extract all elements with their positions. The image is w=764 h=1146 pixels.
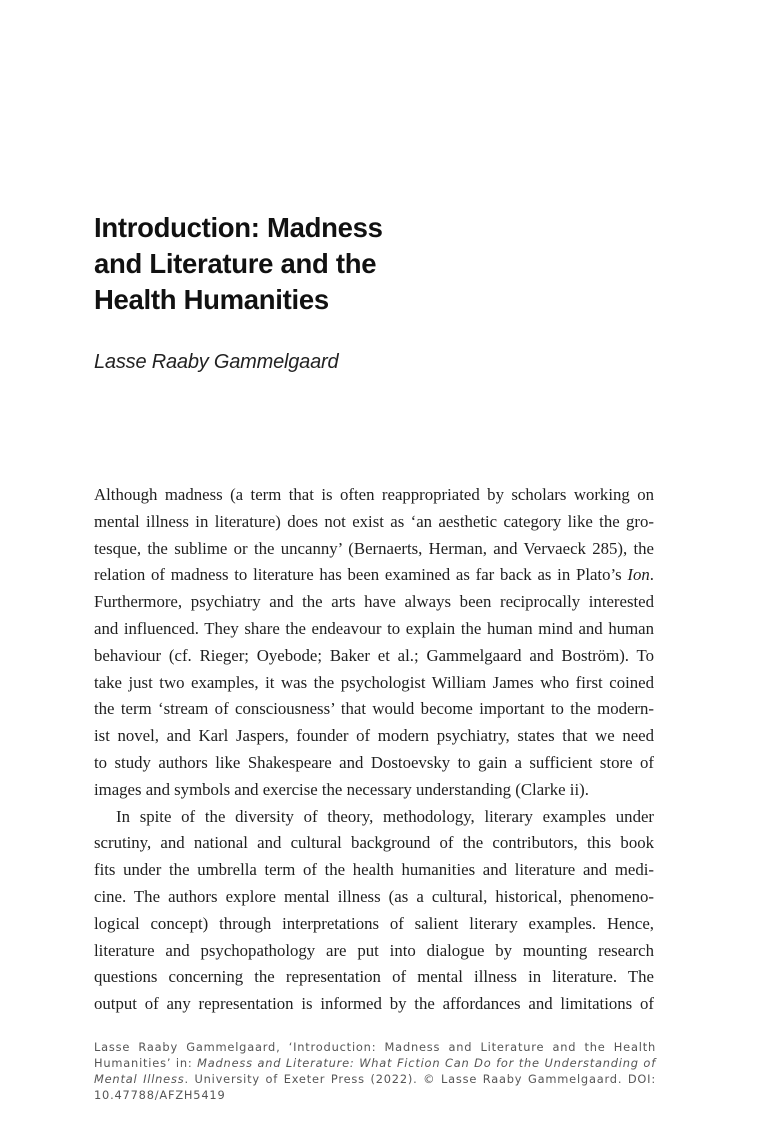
chapter-title xyxy=(94,210,514,318)
chapter-title-line: Health Humanities xyxy=(94,284,329,315)
text-line: and influenced. They share the endeavour to explain the human mind and human xyxy=(94,618,654,638)
paragraph-1 xyxy=(94,482,654,804)
text-line: take just two examples, it was the psychologist William James who first coined xyxy=(94,672,654,692)
text-fragment: . University of Exeter Press (2022). © Lasse Raaby Gammelgaard. DOI: xyxy=(184,1072,656,1086)
body-text xyxy=(94,482,654,1018)
text-line: mental illness in literature) does not exist as ‘an aesthetic category like the gro- xyxy=(94,511,654,531)
text-line: scrutiny, and national and cultural background of the contributors, this book xyxy=(94,833,654,853)
text-fragment: Humanities’ in: xyxy=(94,1056,198,1070)
footer-line xyxy=(94,1055,656,1071)
doi: 10.47788/AFZH5419 xyxy=(94,1088,226,1102)
footer-line: Lasse Raaby Gammelgaard, ‘Introduction: Madness and Literature and the Health xyxy=(94,1040,656,1054)
citation-footer xyxy=(94,1039,656,1103)
text-line: Furthermore, psychiatry and the arts have always been reciprocally interested xyxy=(94,592,654,612)
chapter-title-line: Introduction: Madness xyxy=(94,212,383,243)
work-title-ion: Ion xyxy=(627,565,650,585)
text-line: images and symbols and exercise the necessary understanding (Clarke ii). xyxy=(94,779,589,799)
chapter-author: Lasse Raaby Gammelgaard xyxy=(94,351,339,373)
text-fragment: relation of madness to literature has been examined as far back as in Plato’s xyxy=(94,565,628,585)
text-line: output of any representation is informed by the affordances and limitations of xyxy=(94,994,654,1014)
text-line: cine. The authors explore mental illness (as a cultural, historical, phenomeno- xyxy=(94,886,654,906)
chapter-title-line: and Literature and the xyxy=(94,248,377,279)
text-line: logical concept) through interpretations of salient literary examples. Hence, xyxy=(94,913,654,933)
text-line: ist novel, and Karl Jaspers, founder of modern psychiatry, states that we need xyxy=(94,726,654,746)
text-line: to study authors like Shakespeare and Dostoevsky to gain a sufficient store of xyxy=(94,752,654,772)
book-title-fragment: Mental Illness xyxy=(94,1072,185,1086)
text-line: questions concerning the representation of mental illness in literature. The xyxy=(94,967,654,987)
text-line: behaviour (cf. Rieger; Oyebode; Baker et al.; Gammelgaard and Boström). To xyxy=(94,645,654,665)
text-line: fits under the umbrella term of the health humanities and literature and medi- xyxy=(94,860,654,880)
footer-line xyxy=(94,1071,656,1087)
text-line: Although madness (a term that is often reappropriated by scholars working on xyxy=(94,485,654,504)
text-line: In spite of the diversity of theory, methodology, literary examples under xyxy=(116,806,654,826)
paragraph-2 xyxy=(94,804,654,1018)
text-fragment: . xyxy=(649,565,654,585)
text-line: tesque, the sublime or the uncanny’ (Bernaerts, Herman, and Vervaeck 285), the xyxy=(94,538,654,558)
text-line: the term ‘stream of consciousness’ that would become important to the modern- xyxy=(94,699,654,719)
text-line xyxy=(94,562,654,589)
text-line: literature and psychopathology are put into dialogue by mounting research xyxy=(94,940,654,960)
book-title-fragment: Madness and Literature: What Fiction Can Do for the Understanding of xyxy=(197,1056,656,1070)
